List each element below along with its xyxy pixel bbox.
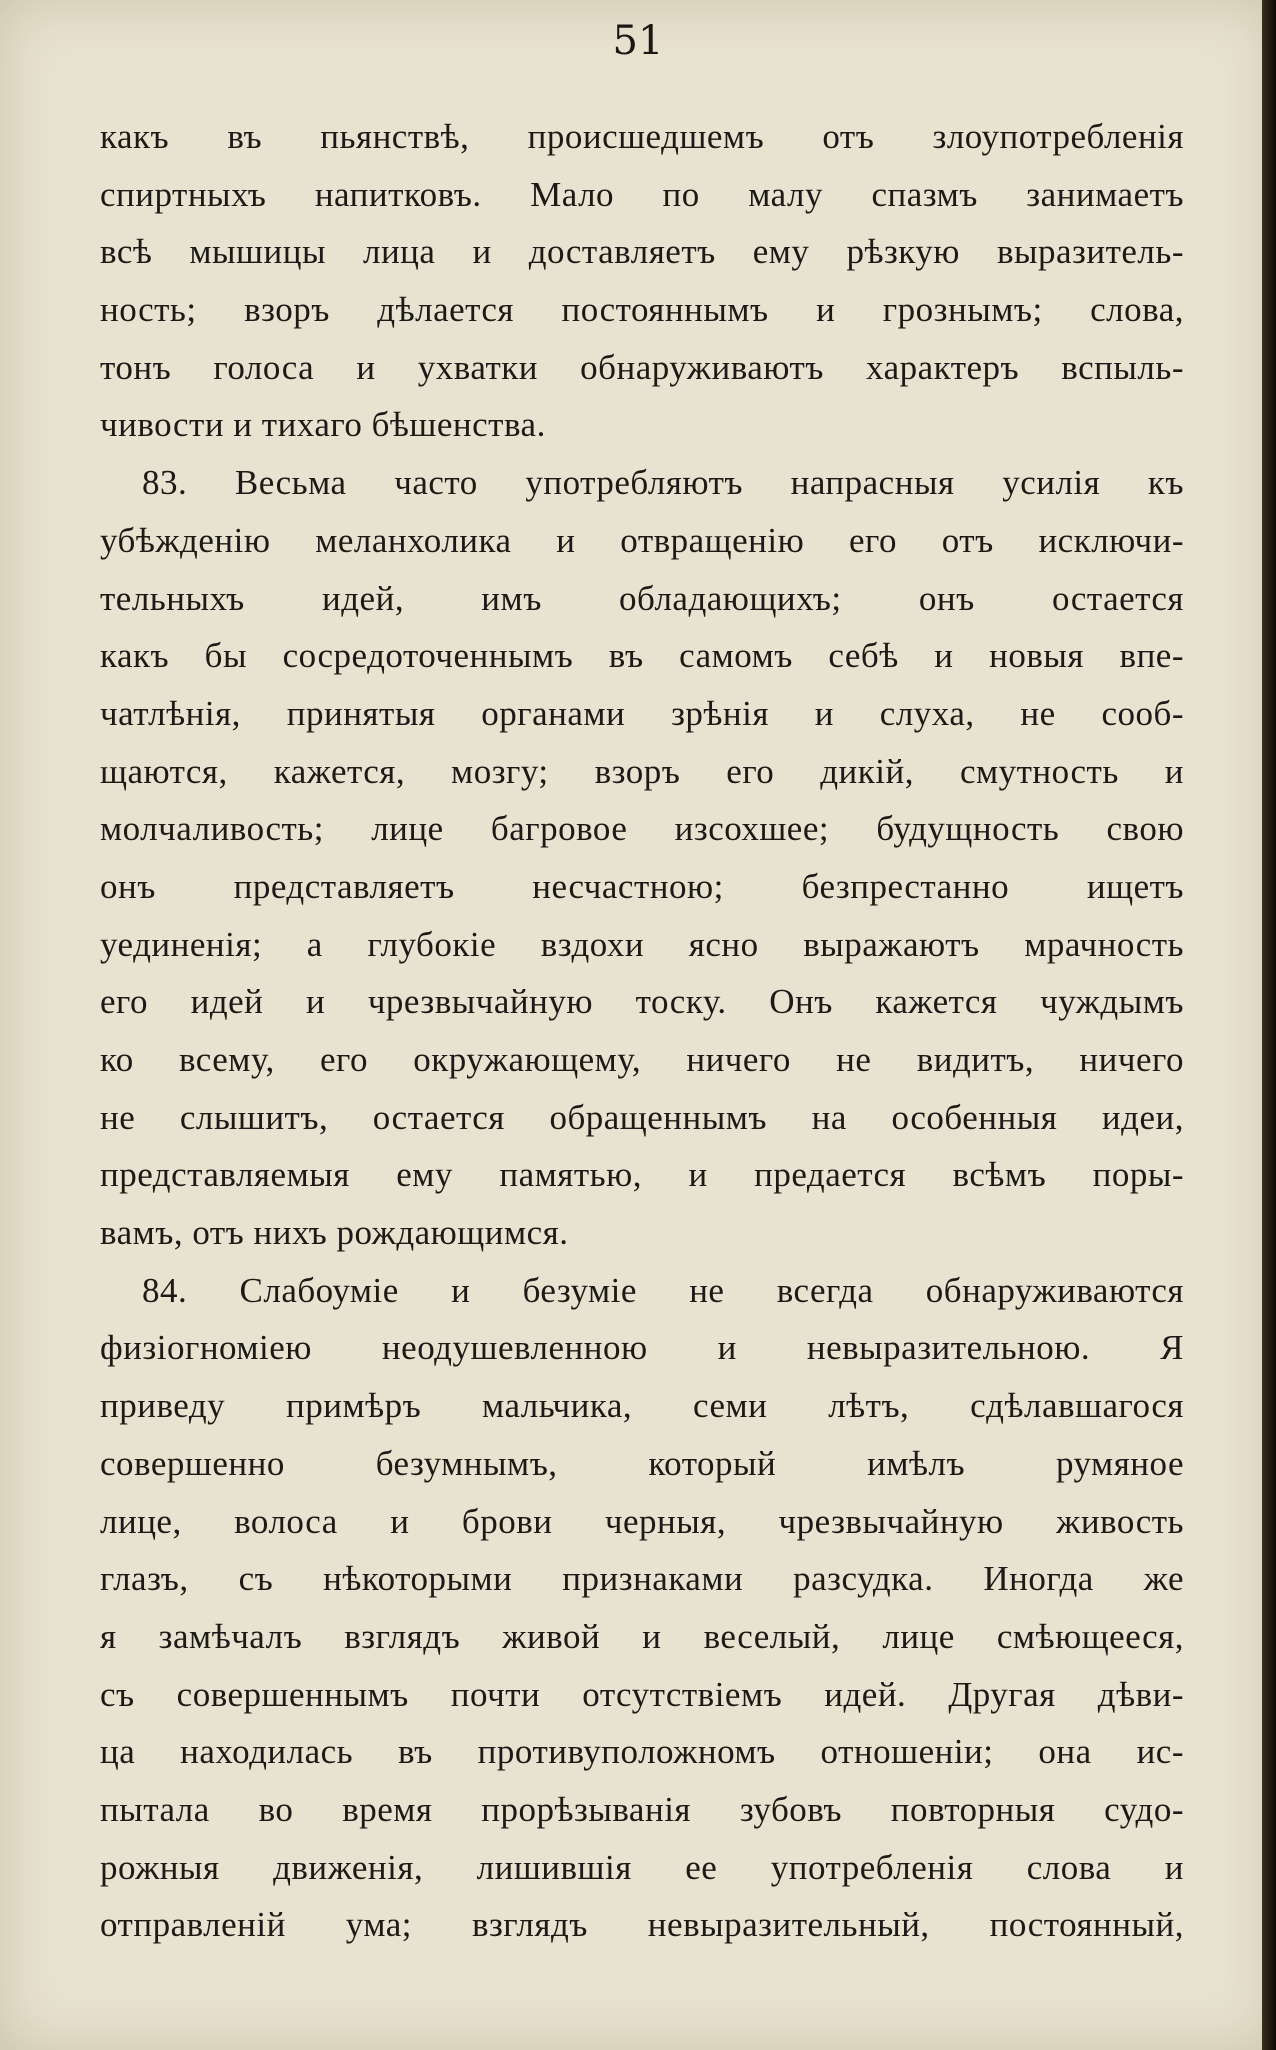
text-line: лице, волоса и брови черныя, чрезвычайную живость [100, 1501, 1184, 1541]
text-line: тонъ голоса и ухватки обнаруживаютъ характеръ вспыль- [100, 347, 1184, 387]
text-line: уединенія; а глубокіе вздохи ясно выражаютъ мрачность [100, 924, 1184, 964]
text-line: его идей и чрезвычайную тоску. Онъ кажется чуждымъ [100, 982, 1184, 1022]
text-line: ца находилась въ противуположномъ отношеніи; она ис- [100, 1732, 1184, 1772]
text-line: спиртныхъ напитковъ. Мало по малу спазмъ занимаетъ [100, 174, 1184, 214]
text-line: не слышитъ, остается обращеннымъ на особенныя идеи, [100, 1097, 1184, 1137]
text-line: приведу примѣръ мальчика, семи лѣтъ, сдѣлавшагося [100, 1386, 1184, 1426]
paragraph-84-start: 84. Слабоуміе и безуміе не всегда обнаруживаются [142, 1270, 1184, 1310]
text-line: съ совершеннымъ почти отсутствіемъ идей. Другая дѣви- [100, 1674, 1184, 1714]
body-text [100, 108, 1184, 1954]
text-line: вамъ, отъ нихъ рождающимся. [100, 1213, 569, 1253]
text-line: физіогноміею неодушевленною и невыразительною. Я [100, 1328, 1184, 1368]
text-line: представляемыя ему памятью, и предается всѣмъ поры- [100, 1155, 1184, 1195]
text-line: ко всему, его окружающему, ничего не видитъ, ничего [100, 1040, 1184, 1079]
text-line: рожныя движенія, лишившія ее употребленія слова и [100, 1847, 1184, 1887]
text-line: чатлѣнія, принятыя органами зрѣнія и слуха, не сооб- [100, 693, 1184, 733]
page-number: 51 [612, 18, 664, 64]
text-line: отправленій ума; взглядъ невыразительный, постоянный, [100, 1905, 1184, 1945]
text-line: тельныхъ идей, имъ обладающихъ; онъ остается [100, 578, 1184, 618]
text-line: молчаливость; лице багровое изсохшее; будущность свою [100, 809, 1184, 849]
text-line: ность; взоръ дѣлается постояннымъ и грознымъ; слова, [100, 290, 1184, 330]
text-line: чивости и тихаго бѣшенства. [100, 405, 546, 445]
text-line: я замѣчалъ взглядъ живой и веселый, лице смѣющееся, [100, 1616, 1184, 1656]
text-line: пытала во время прорѣзыванія зубовъ повторныя судо- [100, 1789, 1184, 1829]
text-line: убѣжденію меланхолика и отвращенію его отъ исключи- [100, 520, 1184, 560]
text-line: какъ въ пьянствѣ, происшедшемъ отъ злоупотребленія [100, 117, 1184, 156]
text-line: всѣ мышицы лица и доставляетъ ему рѣзкую выразитель- [100, 232, 1184, 272]
text-line: глазъ, съ нѣкоторыми признаками разсудка. Иногда же [100, 1559, 1184, 1599]
text-line: онъ представляетъ несчастною; безпрестанно ищетъ [100, 866, 1184, 906]
page-edge-shadow [1262, 0, 1276, 2050]
paragraph-83-start: 83. Весьма часто употребляютъ напрасныя усилія къ [142, 463, 1184, 503]
text-line: совершенно безумнымъ, который имѣлъ румяное [100, 1443, 1184, 1483]
text-line: какъ бы сосредоточеннымъ въ самомъ себѣ и новыя впе- [100, 636, 1184, 676]
text-line: щаются, кажется, мозгу; взоръ его дикій, смутность и [100, 751, 1184, 791]
